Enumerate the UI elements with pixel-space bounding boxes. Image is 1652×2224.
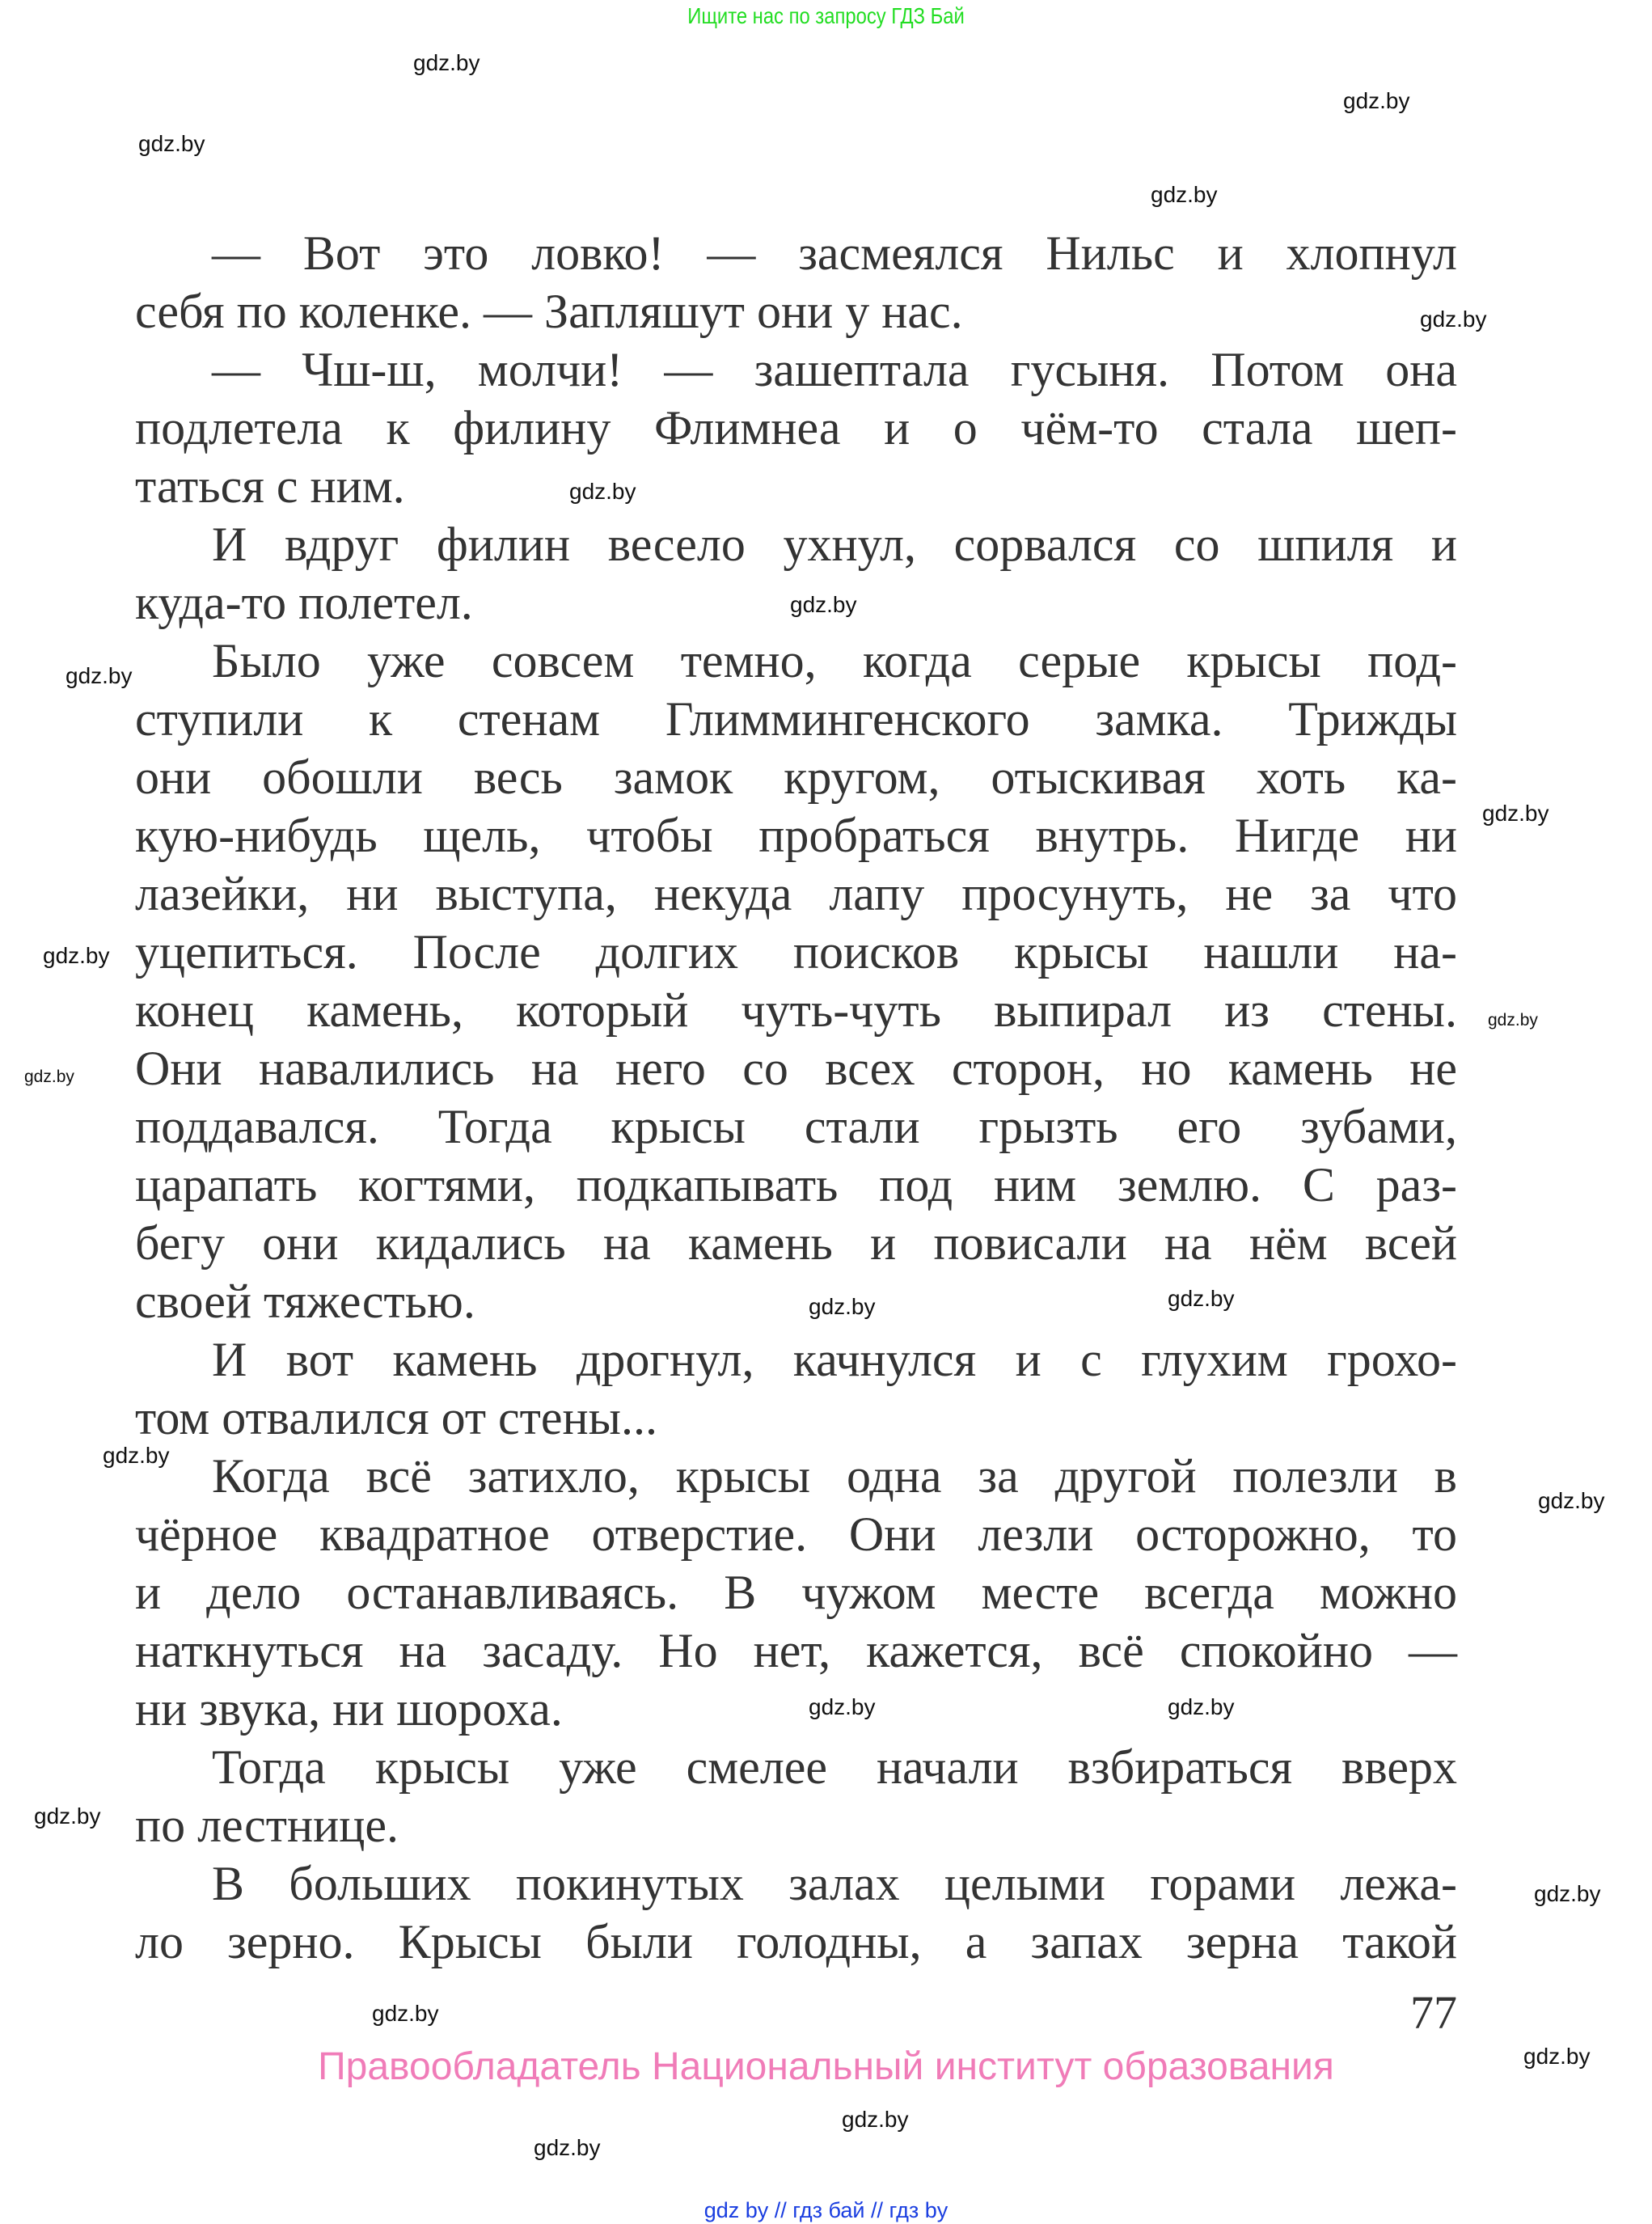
text-line: чёрное квадратное отверстие. Они лезли осторожно, то	[135, 1507, 1457, 1561]
text-line: подлетела к филину Флимнеа и о чём-то стала шеп-	[135, 401, 1457, 455]
watermark: gdz.by	[24, 1068, 74, 1086]
text-line: они обошли весь замок кругом, отыскивая хоть ка-	[135, 750, 1457, 804]
text-line: конец камень, который чуть-чуть выпирал из стены.	[135, 983, 1457, 1037]
watermark: gdz.by	[790, 592, 857, 617]
watermark: gdz.by	[1168, 1694, 1235, 1719]
watermark: gdz.by	[43, 943, 110, 968]
text-line: том отвалился от стены...	[135, 1391, 657, 1444]
watermark: gdz.by	[534, 2135, 601, 2160]
text-line: бегу они кидались на камень и повисали на нём всей	[135, 1216, 1457, 1270]
text-line: Они навалились на него со всех сторон, но камень не	[135, 1042, 1457, 1095]
page-body-text	[135, 224, 1457, 1971]
text-line: Когда всё затихло, крысы одна за другой полезли в	[212, 1449, 1457, 1503]
watermark: gdz.by	[1523, 2044, 1591, 2069]
text-line: и дело останавливаясь. В чужом месте всегда можно	[135, 1566, 1457, 1619]
text-line: уцепиться. После долгих поисков крысы нашли на-	[135, 925, 1457, 979]
text-line: — Вот это ловко! — засмеялся Нильс и хлопнул	[212, 226, 1457, 280]
text-line: ло зерно. Крысы были голодны, а запах зерна такой	[135, 1915, 1457, 1968]
text-line: по лестнице.	[135, 1799, 399, 1852]
watermark: gdz.by	[1482, 801, 1549, 826]
watermark: gdz.by	[1151, 182, 1218, 207]
text-line: лазейки, ни выступа, некуда лапу просунуть, не за что	[135, 867, 1457, 920]
text-line: поддавался. Тогда крысы стали грызть его зубами,	[135, 1100, 1457, 1153]
text-line: ни звука, ни шороха.	[135, 1682, 563, 1736]
page-number: 77	[1410, 1986, 1457, 2039]
watermark: gdz.by	[809, 1294, 876, 1319]
text-line: таться с ним.	[135, 459, 405, 513]
watermark: gdz.by	[1168, 1286, 1235, 1311]
text-line: куда-то полетел.	[135, 576, 473, 629]
text-line: кую-нибудь щель, чтобы пробраться внутрь. Нигде ни	[135, 809, 1457, 862]
text-line: В больших покинутых залах целыми горами лежа-	[212, 1857, 1457, 1910]
watermark: gdz.by	[138, 131, 205, 156]
watermark: gdz.by	[1538, 1488, 1605, 1513]
text-line: ступили к стенам Глиммингенского замка. Трижды	[135, 692, 1457, 746]
text-line: — Чш-ш, молчи! — зашептала гусыня. Потом она	[212, 343, 1457, 396]
site-links-footer[interactable]: gdz by // гдз бай // гдз by	[703, 2198, 949, 2222]
watermark: gdz.by	[809, 1694, 876, 1719]
text-line: И вдруг филин весело ухнул, сорвался со шпиля и	[212, 518, 1457, 571]
text-line: царапать когтями, подкапывать под ним землю. С раз-	[135, 1158, 1457, 1211]
text-line: себя по коленке. — Запляшут они у нас.	[135, 285, 963, 338]
watermark: gdz.by	[413, 50, 480, 75]
search-hint-header: Ищите нас по запросу ГДЗ Бай	[687, 3, 965, 28]
watermark: gdz.by	[372, 2001, 439, 2026]
text-line: наткнуться на засаду. Но нет, кажется, всё спокойно —	[135, 1624, 1457, 1677]
watermark: gdz.by	[569, 479, 636, 504]
watermark: gdz.by	[1534, 1881, 1601, 1906]
watermark: gdz.by	[1343, 88, 1410, 113]
text-line: своей тяжестью.	[135, 1275, 475, 1328]
copyright-footer: Правообладатель Национальный институт образования	[318, 2045, 1334, 2088]
watermark: gdz.by	[842, 2107, 909, 2132]
text-line: И вот камень дрогнул, качнулся и с глухим грохо-	[212, 1333, 1457, 1386]
text-line: Было уже совсем темно, когда серые крысы под-	[212, 634, 1457, 687]
watermark: gdz.by	[34, 1803, 101, 1829]
watermark: gdz.by	[1420, 307, 1487, 332]
watermark: gdz.by	[103, 1443, 170, 1468]
watermark: gdz.by	[65, 663, 133, 688]
watermark: gdz.by	[1488, 1011, 1538, 1030]
text-line: Тогда крысы уже смелее начали взбираться вверх	[212, 1740, 1457, 1794]
